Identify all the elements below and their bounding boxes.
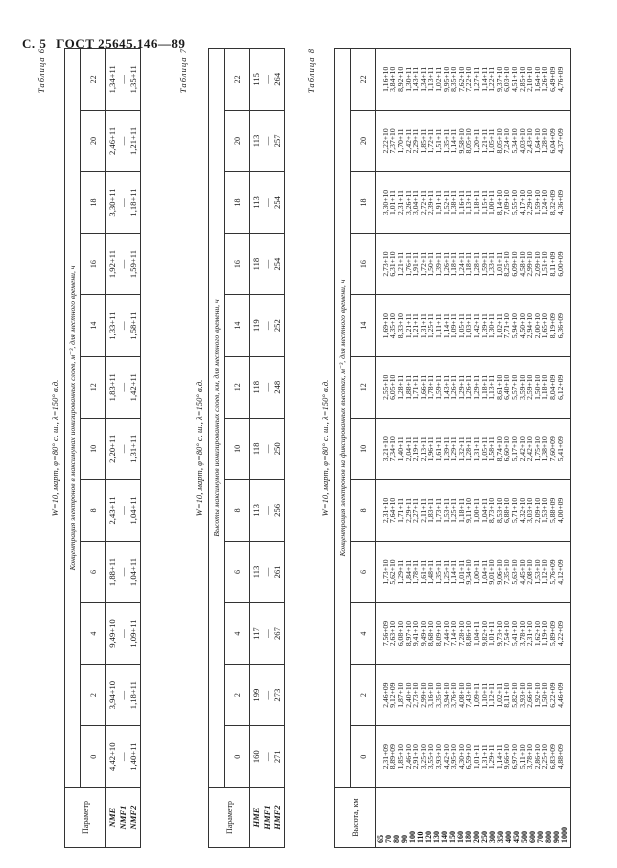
table7-section xyxy=(194,48,285,848)
table8-hour-0: 0 xyxy=(351,726,376,788)
table8-col-22: 1,16+10 3,84+10 8,92+10 1,30+11 1,43+11 1,34+11 1,13+11 1,02+11 9,95+10 8,35+10 7,62+10 7,22+10 1,27+11 1,14+11 1,22+11 9,37+10 6,03+10 4,51+10 2,85+10 2,10+10 1,64+10 1,26+10 6,49+09 4,76+09 xyxy=(376,49,571,111)
table6-scenario: W=10, март, φ=80° с. ш., λ=150° в.д. xyxy=(50,379,60,517)
table6-col-2: 3,94+10 — 1,18+11 xyxy=(106,664,141,726)
table7-col-8: 113 — 256 xyxy=(250,480,285,542)
table8-hour-18: 18 xyxy=(351,172,376,234)
table6-col-12: 1,83+11 — 1,42+11 xyxy=(106,356,141,418)
table7-col-10: 118 — 250 xyxy=(250,418,285,480)
table8-col-10: 3,21+10 7,34+10 1,40+11 2,04+11 2,19+11 2,13+11 1,96+11 1,61+11 1,39+11 1,29+11 1,32+11 1,28+11 1,31+11 1,05+11 1,58+11 8,74+10 6,60+10 5,17+10 2,42+10 2,42+10 1,75+10 1,38+10 7,60+09 5,41+09 xyxy=(376,418,571,480)
table8-hour-12: 12 xyxy=(351,356,376,418)
table6-col-20: 2,46+11 — 1,21+11 xyxy=(106,110,141,172)
table7-hours-row xyxy=(225,49,250,848)
table8-hour-4: 4 xyxy=(351,603,376,665)
table6-hour-6: 6 xyxy=(81,541,106,603)
table8-col-14: 1,69+10 4,35+10 8,33+10 1,21+11 1,21+11 1,31+11 1,25+11 1,11+11 1,14+11 1,09+11 1,05+11 1,03+11 1,42+11 1,39+11 1,30+11 1,02+11 7,71+10 5,94+10 4,50+10 2,94+10 2,00+10 1,65+10 8,19+09 6,36+09 xyxy=(376,295,571,357)
table8-label: Таблица 8 xyxy=(306,48,316,94)
table7-col-14: 119 — 252 xyxy=(250,295,285,357)
table7-data-row xyxy=(250,49,285,848)
table6-hour-2: 2 xyxy=(81,664,106,726)
table6-hour-12: 12 xyxy=(81,356,106,418)
table8-section xyxy=(320,48,571,848)
table8-col-20: 2,22+10 7,37+10 1,70+11 2,42+11 2,29+11 1,85+11 1,72+11 1,51+11 1,35+11 1,14+11 9,58+10 8,05+10 1,20+11 1,21+11 1,05+11 8,05+10 7,24+10 5,34+10 4,03+10 2,43+10 1,64+10 1,28+10 6,04+09 4,37+09 xyxy=(376,110,571,172)
table6-hour-22: 22 xyxy=(81,49,106,111)
table6-col-0: 4,42+10 — 1,40+11 xyxy=(106,726,141,788)
table6-hours-row xyxy=(81,49,106,848)
table8-col-12: 2,55+10 6,05+10 1,28+11 1,88+11 1,71+11 1,66+11 1,78+11 1,59+11 1,43+11 1,26+11 1,29+11 1,26+11 1,29+11 1,18+11 1,13+11 8,61+10 6,40+10 5,57+10 3,59+10 2,59+10 1,50+10 1,18+10 8,04+09 6,12+09 xyxy=(376,356,571,418)
table7-col-6: 113 — 261 xyxy=(250,541,285,603)
table7-hour-0: 0 xyxy=(225,726,250,788)
table8-heights: 65 70 80 90 100 110 120 130 140 150 160 180 200 250 300 350 400 450 500 600 700 800 900 1000 xyxy=(376,788,571,848)
table7-col-12: 118 — 248 xyxy=(250,356,285,418)
table7-param-header: Параметр xyxy=(209,788,250,848)
table7-col-20: 113 — 257 xyxy=(250,110,285,172)
table8-col-16: 2,73+10 6,31+10 1,21+11 1,76+11 1,91+11 1,72+11 1,50+11 1,39+11 1,26+11 1,18+11 1,24+11 1,18+11 1,28+11 1,59+11 1,33+11 1,01+11 8,25+10 6,09+10 4,58+10 2,99+10 2,09+10 1,51+10 8,11+09 6,00+09 xyxy=(376,233,571,295)
table6-hour-4: 4 xyxy=(81,603,106,665)
table8-col-6: 1,73+10 5,62+10 1,29+11 1,84+11 1,78+11 1,61+11 1,48+11 1,35+11 1,25+11 1,14+11 1,01+11 9,34+10 1,00+11 1,04+11 9,01+10 9,06+10 7,35+10 5,63+10 4,45+10 2,08+10 1,53+10 1,12+10 5,76+09 4,12+09 xyxy=(376,541,571,603)
table6-col-16: 1,92+11 — 1,59+11 xyxy=(106,233,141,295)
standard-code: ГОСТ 25645.146—89 xyxy=(56,36,186,51)
table7-hour-14: 14 xyxy=(225,295,250,357)
table6-hour-18: 18 xyxy=(81,172,106,234)
table7-col-2: 199 — 273 xyxy=(250,664,285,726)
table8-param-header: Высота, км xyxy=(335,788,376,848)
table6-col-22: 1,34+11 — 1,35+11 xyxy=(106,49,141,111)
table6-hour-8: 8 xyxy=(81,480,106,542)
table6-col-14: 1,33+11 — 1,58+11 xyxy=(106,295,141,357)
rotated-tables xyxy=(36,48,581,848)
table8-hour-22: 22 xyxy=(351,49,376,111)
table7-hour-10: 10 xyxy=(225,418,250,480)
table6-hour-20: 20 xyxy=(81,110,106,172)
table7-hour-4: 4 xyxy=(225,603,250,665)
table8-hour-10: 10 xyxy=(351,418,376,480)
table8-hour-16: 16 xyxy=(351,233,376,295)
table8-col-2: 2,46+09 9,12+09 1,87+10 2,40+10 2,73+10 2,99+10 3,16+10 3,35+10 3,94+10 3,76+10 4,08+10 7,43+10 1,09+11 1,10+11 1,12+11 1,02+11 8,11+10 5,82+10 3,93+10 2,66+10 1,92+10 1,50+10 6,22+09 4,46+09 xyxy=(376,664,571,726)
page-number: С. 5 xyxy=(22,36,47,51)
table8-col-4: 7,56+09 2,63+10 6,08+10 8,97+10 9,41+10 9,49+10 8,68+10 8,09+10 7,44+10 7,14+10 7,28+10 8,86+10 1,04+11 9,82+10 1,01+11 9,73+10 7,54+10 5,41+10 3,78+10 2,31+10 1,62+10 1,19+10 5,89+09 4,22+09 xyxy=(376,603,571,665)
table7-hour-16: 16 xyxy=(225,233,250,295)
table7-col-18: 113 — 254 xyxy=(250,172,285,234)
table6-hour-16: 16 xyxy=(81,233,106,295)
table7 xyxy=(208,48,285,848)
table7-scenario: W=10, март, φ=80° с. ш., λ=150° в.д. xyxy=(194,379,204,517)
table6-col-18: 3,30+11 — 1,18+11 xyxy=(106,172,141,234)
table8-hour-2: 2 xyxy=(351,664,376,726)
table6-hour-0: 0 xyxy=(81,726,106,788)
table7-params: HME HMF1 HMF2 xyxy=(250,788,285,848)
table8-hour-14: 14 xyxy=(351,295,376,357)
table8-hours-row xyxy=(351,49,376,848)
table8-data-row xyxy=(376,49,571,848)
table7-hour-20: 20 xyxy=(225,110,250,172)
table6-param-header: Параметр xyxy=(65,788,106,848)
table6-col-10: 2,20+11 — 1,31+11 xyxy=(106,418,141,480)
table7-caption: Высоты максимумов ионизированных слоев, км, для местного времени, ч xyxy=(209,49,225,788)
table6-col-8: 2,43+11 — 1,04+11 xyxy=(106,480,141,542)
table6-caption: Концентрация электронов в максимумах ионизированных слоев, м⁻³, для местного времени, ч xyxy=(65,49,81,788)
table8-col-0: 2,31+09 8,89+09 1,85+10 2,46+10 2,91+10 3,25+10 3,55+10 3,93+10 4,42+10 3,95+10 4,30+10 6,59+10 1,01+11 1,31+11 1,29+11 1,14+11 9,66+10 6,97+10 5,11+10 3,78+10 2,86+10 2,25+10 6,83+09 4,88+09 xyxy=(376,726,571,788)
table8-scenario: W=10, март, φ=80° с. ш., λ=150° в.д. xyxy=(320,379,330,517)
table8 xyxy=(334,48,571,848)
table7-col-22: 115 — 264 xyxy=(250,49,285,111)
table6-col-4: 9,49+10 — 1,09+11 xyxy=(106,603,141,665)
table7-hour-8: 8 xyxy=(225,480,250,542)
table8-hour-8: 8 xyxy=(351,480,376,542)
table7-hour-6: 6 xyxy=(225,541,250,603)
table7-hour-18: 18 xyxy=(225,172,250,234)
table6-params: NME NMF1 NMF2 xyxy=(106,788,141,848)
table7-col-16: 118 — 254 xyxy=(250,233,285,295)
table6-hour-14: 14 xyxy=(81,295,106,357)
table7-label: Таблица 7 xyxy=(178,48,188,94)
table7-hour-2: 2 xyxy=(225,664,250,726)
table7-col-4: 117 — 267 xyxy=(250,603,285,665)
table8-col-8: 2,31+10 7,64+10 1,71+11 2,29+11 2,27+11 2,11+11 1,83+11 1,73+11 1,53+11 1,25+11 1,18+11 9,11+10 1,00+11 1,04+11 8,73+10 8,53+10 6,88+10 5,71+10 4,32+10 3,03+10 2,09+10 1,53+10 5,88+09 4,00+09 xyxy=(376,480,571,542)
table6-label: Таблица 6 xyxy=(36,48,46,94)
table6-section xyxy=(50,48,141,848)
table7-col-0: 160 — 271 xyxy=(250,726,285,788)
table7-hour-12: 12 xyxy=(225,356,250,418)
table6-data-row xyxy=(106,49,141,848)
table8-col-18: 3,30+10 1,01+11 2,31+11 3,26+11 3,04+11 2,72+11 2,39+11 1,91+11 1,52+11 1,38+11 1,16+11 1,13+11 1,18+11 1,15+11 1,00+11 8,14+10 7,09+10 5,55+10 4,17+10 2,29+10 1,59+10 1,24+10 8,32+09 4,36+09 xyxy=(376,172,571,234)
table8-caption: Концентрация электронов на фиксированных высотах, м⁻³, для местного времени, ч xyxy=(335,49,351,788)
table6 xyxy=(64,48,141,848)
table8-hour-6: 6 xyxy=(351,541,376,603)
table8-hour-20: 20 xyxy=(351,110,376,172)
table6-hour-10: 10 xyxy=(81,418,106,480)
table6-col-6: 1,88+11 — 1,04+11 xyxy=(106,541,141,603)
table7-hour-22: 22 xyxy=(225,49,250,111)
